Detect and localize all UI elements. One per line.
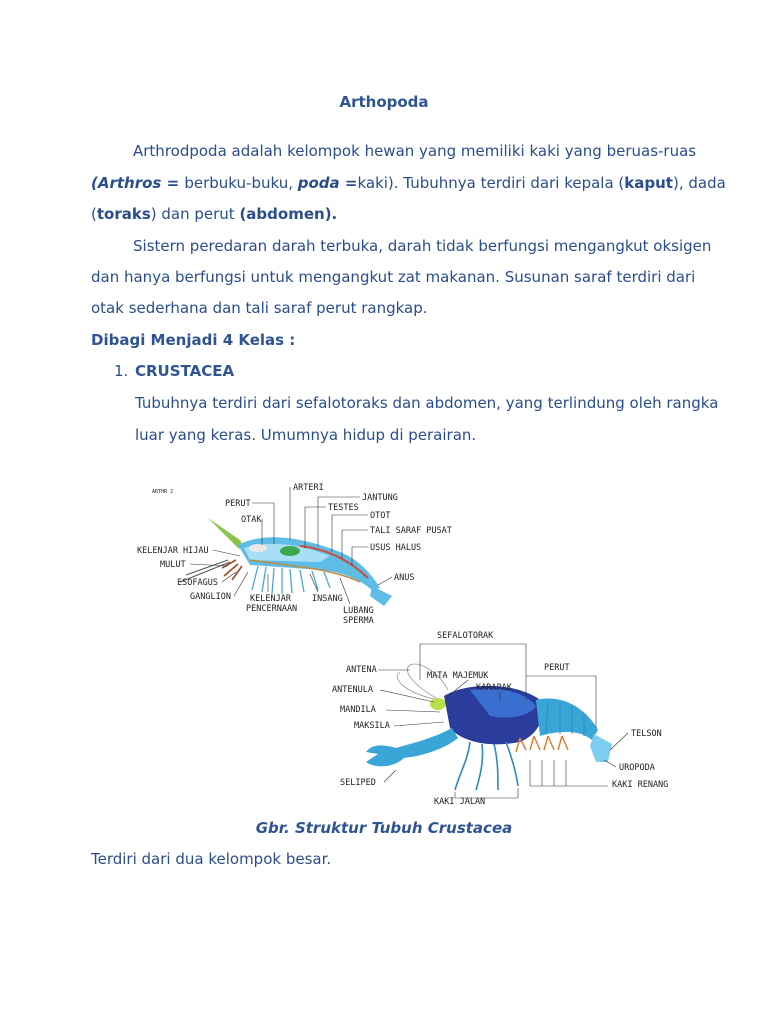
paragraph-2-line-1: Sistern peredaran darah terbuka, darah tidak berfungsi mengangkut oksigen	[133, 237, 712, 255]
crustacea-description-line-2: luar yang keras. Umumnya hidup di perairan.	[135, 426, 477, 444]
walking-legs	[455, 742, 518, 790]
label-perut: PERUT	[225, 499, 251, 509]
label-kaki-jalan: KAKI JALAN	[434, 797, 486, 807]
claw-icon	[366, 728, 458, 766]
text: ), dada	[672, 174, 726, 192]
shrimp-tail	[370, 586, 392, 606]
mouthparts	[222, 560, 242, 580]
paragraph-2-line-3: otak sederhana dan tali saraf perut rangkap.	[91, 299, 428, 317]
gland-organ	[280, 546, 300, 556]
term-abdomen: (abdomen).	[239, 205, 338, 223]
label-tali-saraf: TALI SARAF PUSAT	[370, 526, 452, 536]
label-anus: ANUS	[394, 573, 415, 583]
eye-icon	[430, 698, 446, 710]
term-kaput: kaput	[624, 174, 673, 192]
label-kaki-renang: KAKI RENANG	[612, 780, 669, 790]
label-seliped: SELIPED	[340, 778, 376, 788]
label-esofagus: ESOFAGUS	[177, 578, 218, 588]
diagram-tag: ARTHR 2	[152, 489, 174, 495]
antenna-icon	[407, 664, 448, 700]
crustacea-description-line-1: Tubuhnya terdiri dari sefalotoraks dan abdomen, yang terlindung oleh rangka	[135, 394, 719, 412]
telson	[590, 734, 612, 762]
shrimp-anatomy-diagram	[137, 483, 452, 626]
label-mandila: MANDILA	[340, 705, 376, 715]
term-poda: poda =	[297, 174, 358, 192]
label-arteri: ARTERI	[293, 483, 324, 493]
label-mata: MATA MAJEMUK	[427, 671, 489, 681]
label-karapak: KARAPAK	[476, 683, 512, 693]
paragraph-1-line-1: Arthrodpoda adalah kelompok hewan yang memiliki kaki yang beruas-ruas	[133, 142, 697, 160]
text: berbuku-buku,	[184, 174, 298, 192]
label-sperma: SPERMA	[343, 616, 374, 626]
label-perut: PERUT	[544, 663, 570, 673]
term-toraks: toraks	[96, 205, 151, 223]
label-lubang: LUBANG	[343, 606, 374, 616]
brain-organ	[249, 544, 267, 552]
label-kelenjar-hijau: KELENJAR HIJAU	[137, 546, 209, 556]
label-telson: TELSON	[631, 729, 662, 739]
text: kaki). Tubuhnya terdiri dari kepala (	[357, 174, 625, 192]
figure-caption: Gbr. Struktur Tubuh Crustacea	[255, 819, 513, 837]
section-heading: Dibagi Menjadi 4 Kelas :	[91, 331, 296, 349]
label-uropoda: UROPODA	[619, 763, 655, 773]
lobster-abdomen	[536, 698, 598, 740]
label-maksila: MAKSILA	[354, 721, 390, 731]
list-number: 1.	[114, 362, 129, 380]
label-sefalotorak: SEFALOTORAK	[437, 631, 494, 641]
paragraph-2-line-2: dan hanya berfungsi untuk mengangkut zat makanan. Susunan saraf terdiri dari	[91, 268, 696, 286]
term-arthros: (Arthros =	[91, 174, 185, 192]
closing-text: Terdiri dari dua kelompok besar.	[91, 850, 332, 868]
label-otot: OTOT	[370, 511, 391, 521]
label-usus: USUS HALUS	[370, 543, 422, 553]
label-ganglion: GANGLION	[190, 592, 231, 602]
lobster-anatomy-diagram	[332, 631, 668, 807]
label-antenula: ANTENULA	[332, 685, 373, 695]
label-antena: ANTENA	[346, 665, 377, 675]
label-jantung: JANTUNG	[362, 493, 398, 503]
text: (	[91, 205, 97, 223]
label-otak: OTAK	[241, 515, 262, 525]
label-mulut: MULUT	[160, 560, 186, 570]
text: ) dan perut	[150, 205, 240, 223]
list-label-crustacea: CRUSTACEA	[135, 362, 235, 380]
label-pencernaan: PENCERNAAN	[246, 604, 298, 614]
page-title: Arthopoda	[339, 93, 429, 111]
label-insang: INSANG	[312, 594, 343, 604]
label-kelenjar: KELENJAR	[250, 594, 291, 604]
label-testes: TESTES	[328, 503, 359, 513]
